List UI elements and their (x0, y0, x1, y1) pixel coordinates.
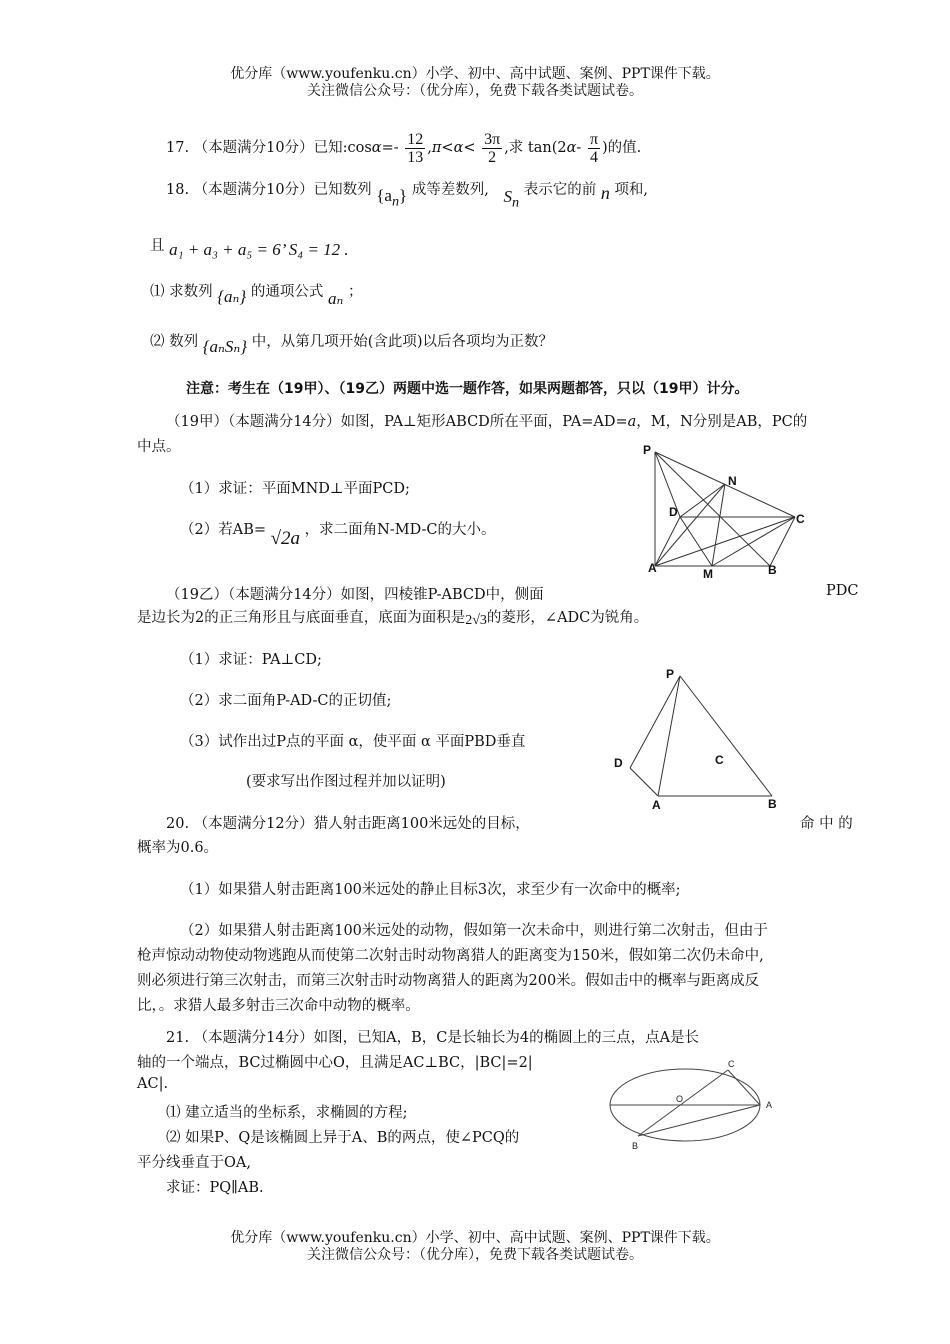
q18-part1-text-c: ； (347, 284, 363, 300)
q20-intro-line-2: 概率为0.6。 (137, 840, 219, 856)
label-c: C (715, 753, 724, 767)
q18-seq-close: } (399, 186, 408, 205)
q20-part-2-line-2: 枪声惊动动物使动物逃跑从而使第二次射击时动物离猎人的距离变为150米，假如第二次仍未命中, (137, 948, 764, 964)
q18-part1-text-b: 的通项公式 (250, 284, 324, 300)
q17-alpha: α (371, 140, 382, 156)
q18-sn (503, 187, 520, 211)
question-18-line-1 (166, 178, 649, 211)
q19a-part-2 (180, 518, 496, 549)
q20-intro-line-1a: 20. （本题满分12分）猎人射击距离100米远处的目标， (166, 816, 530, 832)
q18-part1-text-a: ⑴ 求数列 (150, 284, 213, 300)
label-p: P (643, 443, 652, 457)
question-17 (166, 126, 641, 170)
q19a-part2-math: √2a (270, 528, 301, 549)
segment-ba (638, 1105, 760, 1136)
q18-part2-seq: {aₙSₙ} (202, 337, 248, 356)
q18-sn-s: S (503, 187, 513, 206)
q17-frac1-den: 13 (407, 148, 424, 166)
q19a-part2-text-a: （2）若AB= (180, 522, 267, 538)
q19a-part-1: （1）求证：平面MND⊥平面PCD; (180, 481, 410, 497)
label-m: M (703, 567, 713, 580)
edge-da (630, 768, 658, 796)
q19b-intro-line-2 (137, 606, 648, 627)
q17-alpha3: α (566, 140, 577, 156)
q19b-part-2: （2）求二面角P-AD-C的正切值; (180, 693, 392, 709)
q21-line-2: 轴的一个端点，BC过椭圆中心O，且满足AC⊥BC，|BC|=2| (137, 1055, 533, 1071)
footer-line-2: 关注微信公众号：（优分库），免费下载各类试题试卷。 (307, 1247, 643, 1263)
q21-part-1: ⑴ 建立适当的坐标系，求椭圆的方程; (166, 1105, 408, 1121)
q19a-intro-line-1 (166, 410, 807, 431)
q18-part1-seq: {aₙ} (217, 287, 247, 306)
q18-line2-math: a₁ + a₃ + a₅ = 6’ S₄ = 12 . (169, 240, 349, 259)
q19a-intro-line-2: 中点。 (137, 439, 181, 455)
q17-frac3-num: π (589, 130, 599, 148)
q21-part-2-line-3: 求证：PQ∥AB. (166, 1180, 264, 1196)
figure-19a-rectangle-pyramid (630, 440, 820, 580)
q18-seq-sub: n (391, 193, 400, 210)
figure-19b-pyramid (610, 664, 800, 814)
label-c: C (796, 512, 805, 526)
q18-part2-text-a: ⑵ 数列 (150, 334, 199, 350)
q17-frac2-den: 2 (488, 148, 497, 166)
q19b-intro2-a: 是边长为2的正三角形且与底面垂直，底面为面积是 (137, 610, 466, 626)
label-c: C (728, 1059, 735, 1069)
q18-text-a: 18. （本题满分10分）已知数列 (166, 182, 372, 198)
q19b-intro-line-1b: PDC (826, 583, 859, 599)
q17-pi: π (431, 140, 442, 156)
q21-line-3: AC|. (137, 1076, 169, 1092)
q17-alpha2: α (453, 140, 464, 156)
edge-pd (630, 676, 680, 768)
page-header (0, 66, 950, 100)
question-18-part-2 (150, 330, 554, 356)
question-18-line-2 (150, 234, 349, 259)
q17-lt1: < (441, 140, 454, 156)
segment-ca (728, 1070, 760, 1105)
label-o: O (676, 1094, 684, 1104)
label-d: D (669, 505, 678, 519)
q19a-intro1: （19甲）（本题满分14分）如图，PA⊥矩形ABCD所在平面，PA=AD= (166, 414, 628, 430)
label-b: B (768, 797, 777, 811)
q17-suffix: )的值. (602, 140, 642, 156)
label-a: A (648, 561, 657, 575)
q17-lt2: < (463, 140, 476, 156)
q17-fraction-1 (405, 131, 425, 166)
q17-frac1-num: 12 (407, 130, 424, 148)
label-a: A (766, 1100, 773, 1110)
label-p: P (666, 667, 675, 681)
edge-pb (680, 676, 772, 796)
q17-eq: =- (381, 140, 399, 156)
edge-pa (658, 676, 680, 796)
q18-line2-text: 且 (150, 238, 165, 254)
q17-fraction-2 (482, 131, 502, 166)
q21-part-2-line-2: 平分线垂直于OA, (137, 1155, 251, 1171)
q17-minus: - (576, 140, 582, 156)
label-a: A (652, 798, 661, 812)
q20-part-2-line-3: 则必须进行第三次射击，而第三次射击时动物离猎人的距离为200米。假如击中的概率与距离成反 (137, 973, 760, 989)
q21-line-1: 21. （本题满分14分）如图，已知A，B，C是长轴长为4的椭圆上的三点，点A是长 (166, 1030, 700, 1046)
q17-prefix: 17. （本题满分10分）已知:cos (166, 140, 372, 156)
q18-part1-an: aₙ (327, 289, 344, 308)
exam-note: 注意：考生在（19甲）、（19乙）两题中选一题作答，如果两题都答，只以（19甲）计分。 (186, 381, 749, 397)
page-footer (0, 1230, 950, 1264)
q17-mid2: ,求 tan(2 (504, 140, 567, 156)
q18-text-c: 表示它的前 (523, 182, 597, 198)
q20-part-1: （1）如果猎人射击距离100米远处的静止目标3次，求至少有一次命中的概率; (180, 882, 681, 898)
q18-part2-text-b: 中，从第几项开始(含此项)以后各项均为正数？ (251, 334, 554, 350)
q19b-part-3-note: (要求写出作图过程并加以证明) (246, 774, 446, 790)
q17-frac2-num: 3π (484, 130, 501, 148)
q19a-part2-text-b: ，求二面角N-MD-C的大小。 (304, 522, 496, 538)
label-b: B (632, 1141, 639, 1151)
q19a-a: a (627, 414, 637, 430)
q20-part-2-line-4: 比，。求猎人最多射击三次命中动物的概率。 (137, 998, 420, 1014)
q19a-intro2: ，M，N分别是AB，PC的 (636, 414, 808, 430)
edge-nd (680, 484, 725, 517)
question-18-part-1 (150, 280, 363, 308)
q19b-intro2-math: 2√3 (465, 613, 487, 628)
q21-part-2-line-1: ⑵ 如果P、Q是该椭圆上异于A、B的两点，使∠PCQ的 (166, 1130, 520, 1146)
q19b-part-1: （1）求证：PA⊥CD; (180, 652, 322, 668)
q17-comma: , (427, 140, 432, 156)
footer-line-1: 优分库（www.youfenku.cn）小学、初中、高中试题、案例、PPT课件下载。 (230, 1230, 720, 1246)
label-n: N (728, 474, 737, 488)
q20-part-2-line-1: （2）如果猎人射击距离100米远处的动物，假如第一次未命中，则进行第二次射击，但由于 (180, 923, 768, 939)
q20-intro-line-1b: 命 中 的 (800, 816, 853, 832)
label-b: B (768, 563, 777, 577)
q19b-part-3: （3）试作出过P点的平面 α，使平面 α 平面PBD垂直 (180, 734, 526, 750)
header-line-2: 关注微信公众号：（优分库），免费下载各类试题试卷。 (307, 83, 643, 99)
q19b-intro2-b: 的菱形，∠ADC为锐角。 (486, 610, 649, 626)
q18-sn-sub: n (512, 194, 520, 211)
q18-text-b: 成等差数列, (411, 182, 489, 198)
q18-text-d: 项和, (614, 182, 649, 198)
q18-n: n (600, 183, 610, 203)
header-line-1: 优分库（www.youfenku.cn）小学、初中、高中试题、案例、PPT课件下载。 (230, 66, 720, 82)
figure-21-ellipse (600, 1052, 790, 1156)
q17-frac3-den: 4 (589, 148, 598, 166)
q18-seq-open: {a (376, 186, 392, 205)
q18-seq-an (376, 186, 408, 210)
q17-fraction-3 (588, 131, 600, 166)
edge-dm (680, 517, 712, 566)
label-d: D (614, 756, 623, 770)
q19b-intro-line-1a: （19乙）（本题满分14分）如图，四棱锥P-ABCD中，侧面 (166, 587, 544, 603)
